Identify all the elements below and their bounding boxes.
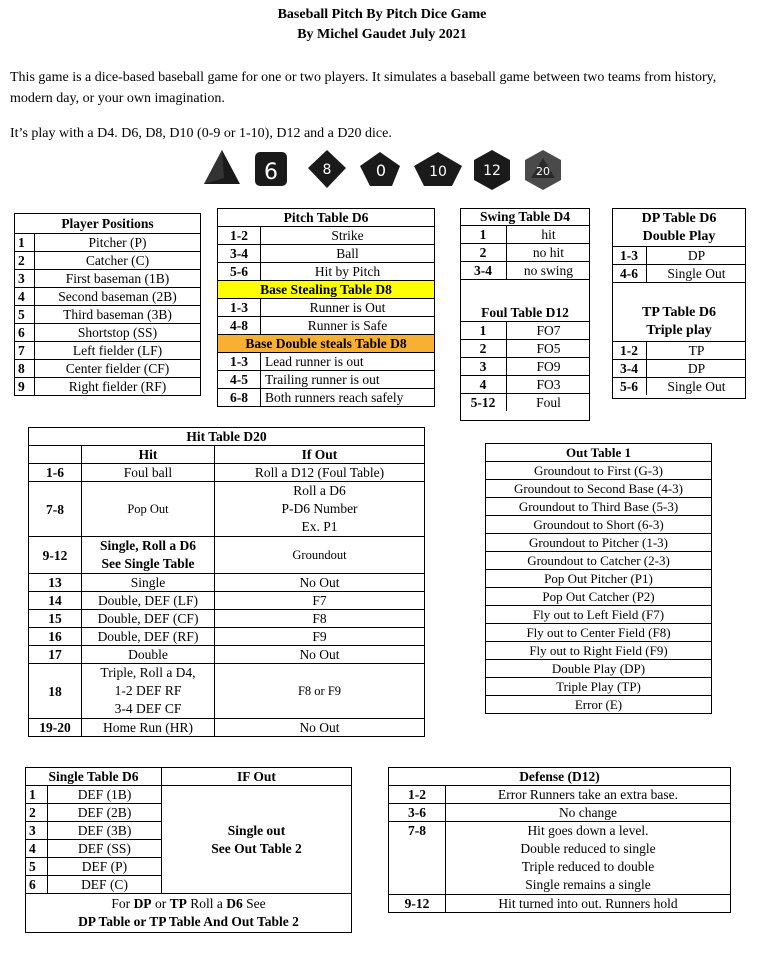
positions-title: Player Positions [15, 214, 201, 234]
swing-foul-box [460, 208, 590, 421]
dp-title: DP Table D6 [641, 211, 717, 226]
table-row: 18 Triple, Roll a D4, 1-2 DEF RF 3-4 DEF CF F8 or F9 [29, 664, 425, 719]
table-row: 17 Double No Out [29, 646, 425, 664]
out-title: Out Table 1 [486, 444, 712, 462]
hit-table [28, 427, 425, 737]
table-row: 1-3 Lead runner is out [218, 353, 435, 371]
player-positions-table [14, 213, 201, 396]
table-row: 3 FO9 [460, 358, 590, 376]
table-row: 2 DEF (2B) [26, 804, 352, 822]
table-row: 8 Center fielder (CF) [15, 360, 201, 378]
dice-paragraph: It’s play with a D4. D6, D8, D10 (0-9 or 1-10), D12 and a D20 dice. [10, 126, 392, 141]
page-title: Baseball Pitch By Pitch Dice Game [277, 7, 487, 22]
table-row: 4 FO3 [460, 376, 590, 394]
table-row: 19-20 Home Run (HR) No Out [29, 719, 425, 737]
table-row: 4 Second baseman (2B) [15, 288, 201, 306]
table-row: Pop Out Pitcher (P1) [486, 570, 712, 588]
table-row: 1 hit [460, 226, 590, 244]
swing-title: Swing Table D4 [460, 208, 590, 226]
table-row: 1-2 TP [612, 342, 746, 360]
svg-text:6: 6 [264, 160, 278, 185]
table-row: 1-3 DP [612, 247, 746, 265]
table-row: 7-8 Pop Out Roll a D6 P-D6 Number Ex. P1 [29, 482, 425, 537]
table-row: Fly out to Right Field (F9) [486, 642, 712, 660]
table-row: Groundout to First (G-3) [486, 462, 712, 480]
table-row: 7 Left fielder (LF) [15, 342, 201, 360]
table-row: 3-4 DP [612, 360, 746, 378]
table-row: 1-2 Strike [218, 227, 435, 245]
table-row: 9 Right fielder (RF) [15, 378, 201, 396]
table-row: 7-8 Hit goes down a level. Double reduced to single Triple reduced to double Single remains a single [389, 822, 731, 895]
table-row: 1 Pitcher (P) [15, 234, 201, 252]
table-row: Double Play (DP) [486, 660, 712, 678]
table-row: 13 Single No Out [29, 574, 425, 592]
single-col-out: IF Out [162, 768, 352, 786]
foul-table [460, 304, 590, 411]
table-row: 1-2 Error Runners take an extra base. [389, 786, 731, 804]
d4-icon [204, 150, 240, 184]
table-row: Triple Play (TP) [486, 678, 712, 696]
table-row: 6-8 Both runners reach safely [218, 389, 435, 407]
table-row: 2 Catcher (C) [15, 252, 201, 270]
svg-text:10: 10 [429, 164, 447, 180]
table-row: Groundout to Short (6-3) [486, 516, 712, 534]
defense-table [388, 767, 731, 913]
hit-col-out: If Out [215, 446, 425, 464]
table-row: 2 FO5 [460, 340, 590, 358]
table-row: 1 FO7 [460, 322, 590, 340]
hit-col-hit: Hit [82, 446, 215, 464]
table-row: 5-6 Hit by Pitch [218, 263, 435, 281]
dp-subtitle: Double Play [642, 229, 716, 244]
table-row: 4 DEF (SS) [26, 840, 352, 858]
d6-icon [255, 152, 287, 186]
table-row: Fly out to Left Field (F7) [486, 606, 712, 624]
table-row: Groundout to Pitcher (1-3) [486, 534, 712, 552]
d10-icon [360, 152, 400, 186]
table-row: 6 Shortstop (SS) [15, 324, 201, 342]
table-row: Groundout to Catcher (2-3) [486, 552, 712, 570]
foul-title: Foul Table D12 [460, 304, 590, 322]
pitch-table [217, 208, 435, 407]
dp-table [612, 246, 746, 283]
author-line: By Michel Gaudet July 2021 [297, 27, 467, 42]
table-row: 6 DEF (C) [26, 876, 352, 894]
d8-icon [308, 150, 346, 188]
d10-tens-icon [414, 152, 462, 186]
table-row: 5 DEF (P) [26, 858, 352, 876]
out-table [485, 443, 712, 714]
table-row: 9-12 Single, Roll a D6 See Single Table Groundout [29, 537, 425, 574]
dp-tp-box [612, 208, 746, 399]
single-table [25, 767, 352, 933]
table-row: 3-4 Ball [218, 245, 435, 263]
table-row: 2 no hit [460, 244, 590, 262]
table-row: 4-5 Trailing runner is out [218, 371, 435, 389]
tp-subtitle: Triple play [646, 323, 712, 338]
table-row: 14 Double, DEF (LF) F7 [29, 592, 425, 610]
table-row: 1-6 Foul ball Roll a D12 (Foul Table) [29, 464, 425, 482]
double-steal-title: Base Double steals Table D8 [218, 335, 435, 353]
svg-text:0: 0 [375, 161, 387, 180]
table-row: 3 DEF (3B) [26, 822, 352, 840]
table-row: 5 Third baseman (3B) [15, 306, 201, 324]
tp-title: TP Table D6 [642, 305, 716, 320]
pitch-title: Pitch Table D6 [218, 209, 435, 227]
table-row: 4-8 Runner is Safe [218, 317, 435, 335]
defense-title: Defense (D12) [389, 768, 731, 786]
table-row: Groundout to Third Base (5-3) [486, 498, 712, 516]
table-row: 5-12 Foul [460, 394, 590, 412]
table-row: 1-3 Runner is Out [218, 299, 435, 317]
d12-icon [474, 150, 510, 190]
intro-paragraph: This game is a dice-based baseball game for one or two players. It simulates a baseball game between two teams from history, modern day, or your own imagination. [10, 70, 717, 106]
single-footnote: For DP or TP Roll a D6 See DP Table or TP Table And Out Table 2 [26, 894, 352, 933]
d20-icon [525, 150, 561, 190]
dice-image [200, 148, 570, 190]
svg-text:12: 12 [483, 163, 501, 179]
table-row: 9-12 Hit turned into out. Runners hold [389, 895, 731, 913]
steal-title: Base Stealing Table D8 [218, 281, 435, 299]
table-row: 4-6 Single Out [612, 265, 746, 283]
hit-title: Hit Table D20 [29, 428, 425, 446]
table-row: 3-6 No change [389, 804, 731, 822]
table-row: 3-4 no swing [460, 262, 590, 280]
table-row: Error (E) [486, 696, 712, 714]
table-row: 1 DEF (1B) Single out See Out Table 2 [26, 786, 352, 804]
svg-text:8: 8 [322, 162, 332, 178]
svg-text:20: 20 [536, 165, 550, 178]
swing-table [460, 208, 590, 280]
table-row: Fly out to Center Field (F8) [486, 624, 712, 642]
table-row: Groundout to Second Base (4-3) [486, 480, 712, 498]
table-row: 15 Double, DEF (CF) F8 [29, 610, 425, 628]
table-row: Pop Out Catcher (P2) [486, 588, 712, 606]
single-title: Single Table D6 [26, 768, 162, 786]
table-row: 5-6 Single Out [612, 378, 746, 396]
tp-table [612, 341, 746, 395]
table-row: 3 First baseman (1B) [15, 270, 201, 288]
table-row: 16 Double, DEF (RF) F9 [29, 628, 425, 646]
